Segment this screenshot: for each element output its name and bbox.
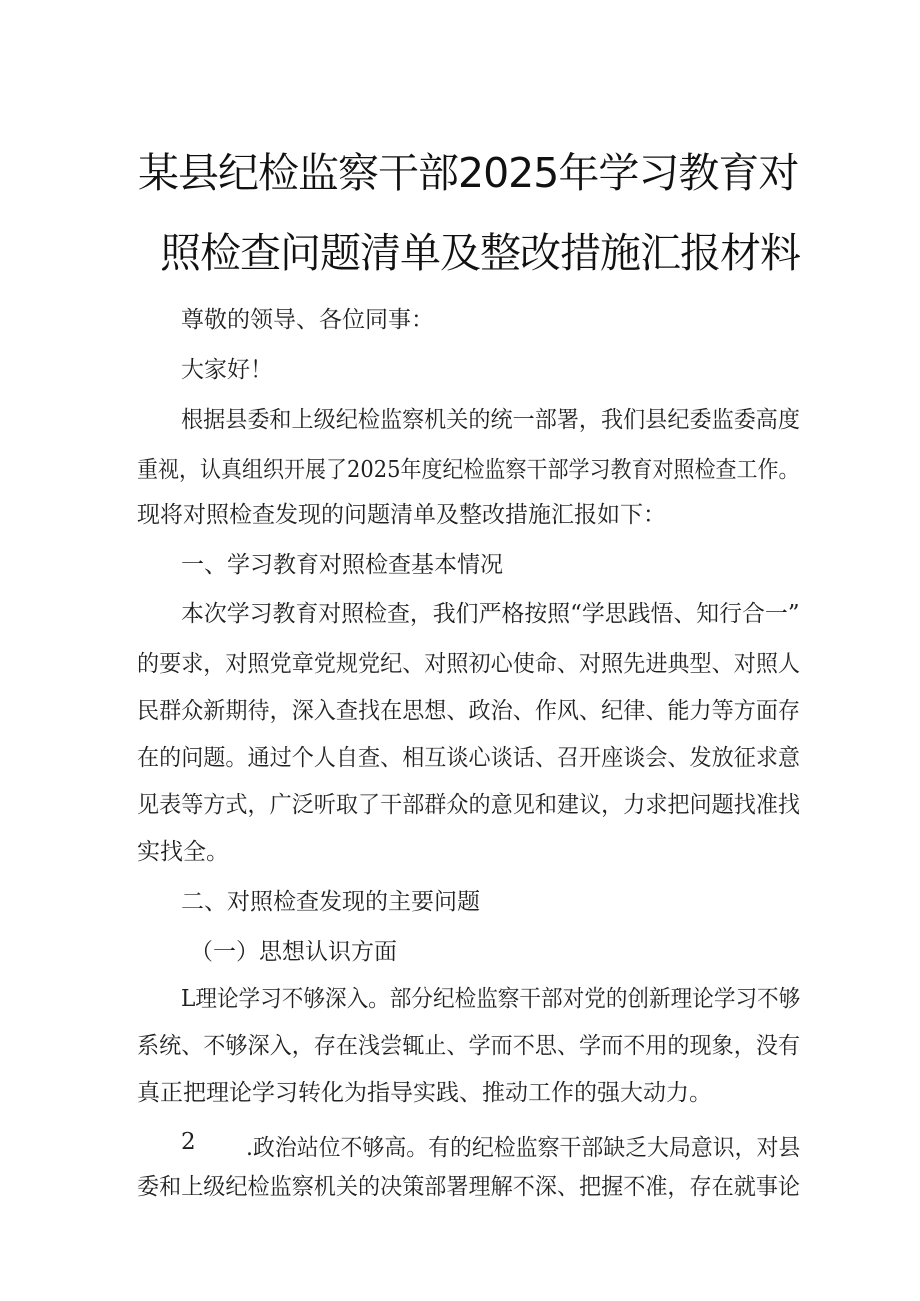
subsection-1-heading: （一）思想认识方面 (190, 939, 397, 965)
document-title-line-2: 照检查问题清单及整改措施汇报材料 (160, 229, 800, 277)
intro-line: 重视，认真组织开展了2025年度纪检监察干部学习教育对照检查工作。 (137, 457, 800, 483)
section-1-heading: 一、学习教育对照检查基本情况 (181, 552, 503, 578)
item-1-line: 系统、不够深入，存在浅尝辄止、学而不思、学而不用的现象，没有 (137, 1033, 801, 1059)
section-2-heading: 二、对照检查发现的主要问题 (181, 889, 480, 915)
document-title-line-1: 某县纪检监察干部2025年学习教育对 (138, 149, 799, 197)
item-1-line: L理论学习不够深入。部分纪检监察干部对党的创新理论学习不够 (181, 986, 801, 1012)
item-2-line: .政治站位不够高。有的纪检监察干部缺乏大局意识，对县 (246, 1135, 801, 1161)
section-1-line: 在的问题。通过个人自查、相互谈心谈话、召开座谈会、发放征求意 (137, 745, 801, 771)
intro-line: 根据县委和上级纪检监察机关的统一部署，我们县纪委监委高度 (181, 407, 801, 433)
section-1-line: 民群众新期待，深入查找在思想、政治、作风、纪律、能力等方面存 (137, 698, 801, 724)
intro-line: 现将对照检查发现的问题清单及整改措施汇报如下： (137, 502, 666, 528)
section-1-line: 的要求，对照党章党规党纪、对照初心使命、对照先进典型、对照人 (137, 651, 801, 677)
greeting: 大家好！ (181, 357, 273, 383)
item-1-line: 真正把理论学习转化为指导实践、推动工作的强大动力。 (137, 1080, 712, 1106)
item-2-number: 2 (181, 1129, 196, 1155)
section-1-line: 见表等方式，广泛听取了干部群众的意见和建议，力求把问题找准找 (137, 792, 801, 818)
salutation: 尊敬的领导、各位同事： (181, 307, 434, 333)
section-1-line: 实找全。 (137, 839, 229, 865)
item-2-line: 委和上级纪检监察机关的决策部署理解不深、把握不准，存在就事论 (137, 1174, 801, 1200)
section-1-line: 本次学习教育对照检查，我们严格按照“学思践悟、知行合一” (181, 601, 800, 627)
